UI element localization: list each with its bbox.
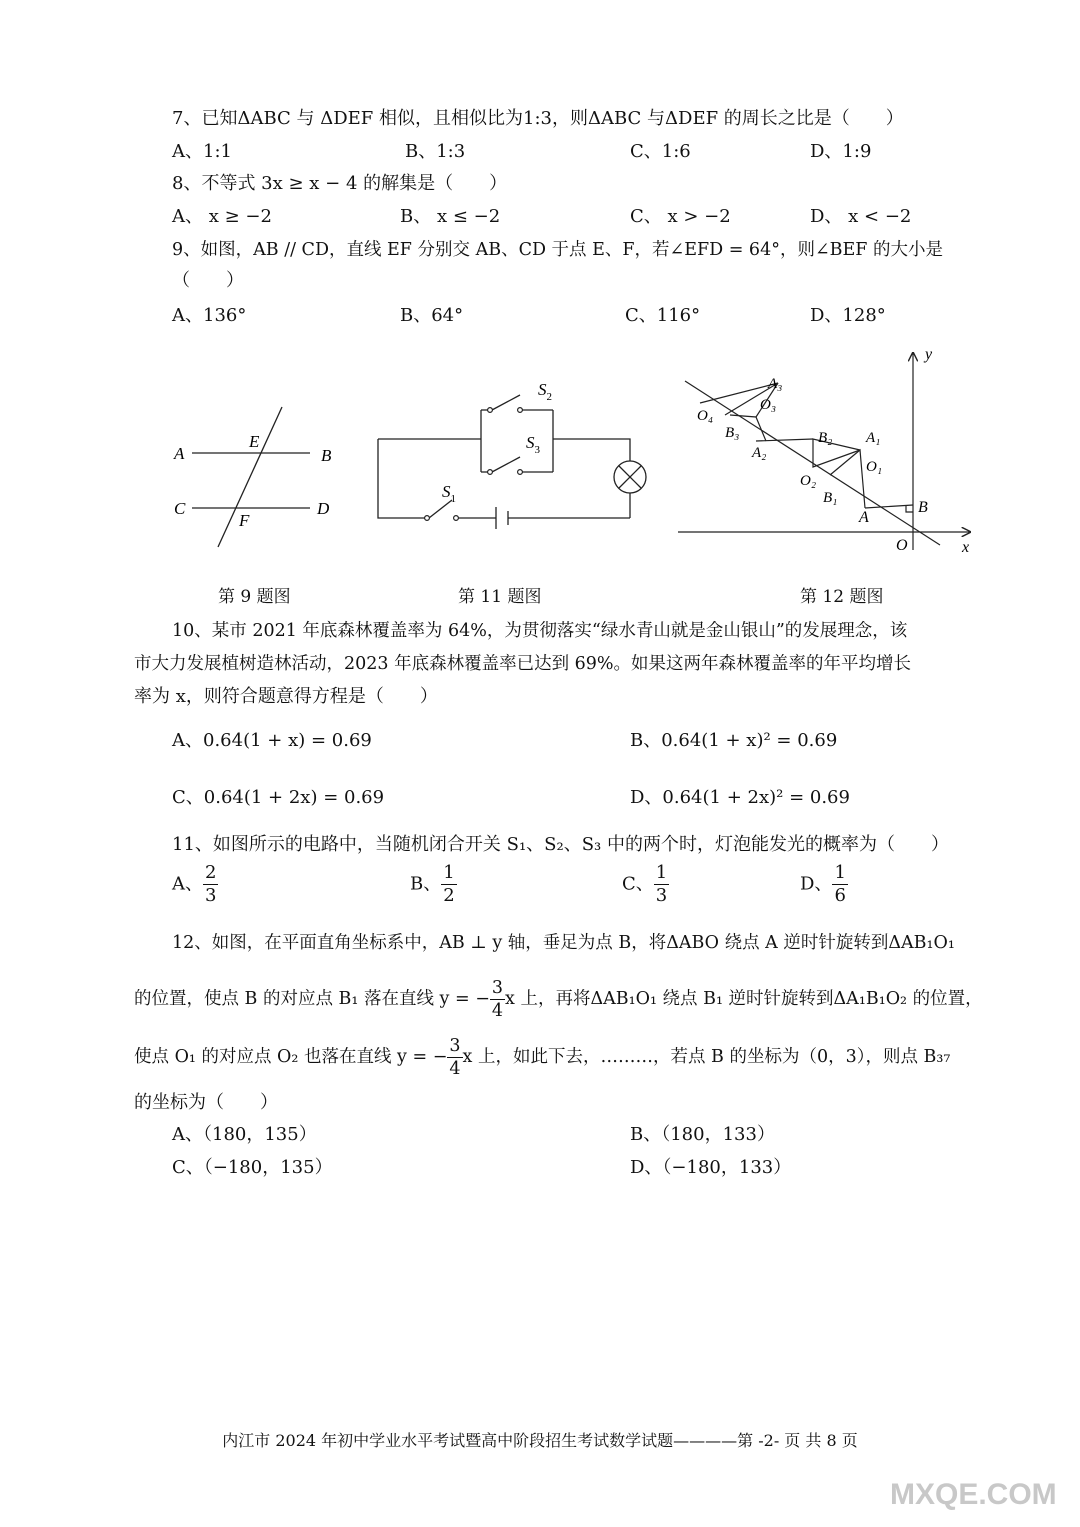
figure-12 xyxy=(670,345,980,560)
q12-option-a: A、（180，135） xyxy=(172,1124,317,1145)
fig12-caption: 第 12 题图 xyxy=(800,587,884,607)
label-s2: $S_2$ xyxy=(538,380,552,403)
switch-s3 xyxy=(492,457,520,472)
label-o1: O₁ xyxy=(866,459,883,475)
label-e: E xyxy=(249,432,260,451)
q12-line2-start: 的位置，使点 B 的对应点 B₁ 落在直线 y = − xyxy=(134,989,490,1009)
q11-option-b-label: B、 xyxy=(410,873,442,895)
q8-option-b: B、 x ≤ −2 xyxy=(400,206,501,227)
figure-9 xyxy=(160,395,360,560)
page-footer: 内江市 2024 年初中学业水平考试暨高中阶段招生考试数学试题————第 -2- 页 共 8 页 xyxy=(222,1431,858,1450)
q9-stem-line1: 9、如图，AB // CD，直线 EF 分别交 AB、CD 于点 E、F，若∠EFD = 64°，则∠BEF 的大小是 xyxy=(172,240,943,260)
q9-option-d: D、128° xyxy=(810,305,886,326)
q11-option-b-fraction: $\frac{1}{2}$ xyxy=(443,862,455,906)
q11-option-c xyxy=(622,862,669,907)
label-b: B xyxy=(918,499,928,516)
label-a1: A₁ xyxy=(866,430,881,446)
q8-option-a: A、 x ≥ −2 xyxy=(172,206,272,227)
q11-option-d xyxy=(800,862,848,907)
label-f: F xyxy=(239,511,250,530)
q12-stem-line1: 12、如图，在平面直角坐标系中，AB ⊥ y 轴，垂足为点 B，将ΔABO 绕点 A 逆时针旋转到ΔAB₁O₁ xyxy=(172,933,955,953)
q8-option-c: C、 x > −2 xyxy=(630,206,731,227)
q11-option-c-fraction: $\frac{1}{3}$ xyxy=(655,862,668,906)
label-x: x xyxy=(962,539,970,556)
label-o3: O₃ xyxy=(760,397,777,413)
label-b2: B₂ xyxy=(818,430,833,446)
q12-fraction-1: $\frac{3}{4}$ xyxy=(491,978,504,1021)
q12-option-b: B、（180，133） xyxy=(630,1124,775,1145)
q12-stem-line3 xyxy=(134,1034,950,1080)
label-s1: $S_1$ xyxy=(442,482,456,505)
q11-option-a xyxy=(172,862,218,907)
q9-option-a: A、136° xyxy=(172,305,247,326)
q12-option-d: D、（−180，133） xyxy=(630,1157,792,1178)
label-b1: B₁ xyxy=(823,490,838,506)
switch-s2 xyxy=(492,395,520,410)
label-c: C xyxy=(174,499,186,518)
q12-option-c: C、（−180，135） xyxy=(172,1157,333,1178)
q12-stem-line4: 的坐标为（ ） xyxy=(134,1092,278,1113)
q9-option-c: C、116° xyxy=(625,305,701,326)
q12-fraction-2: $\frac{3}{4}$ xyxy=(449,1036,461,1079)
q10-stem-line3: 率为 x，则符合题意得方程是（ ） xyxy=(134,686,438,707)
q11-option-b xyxy=(410,862,457,907)
label-a3: A₃ xyxy=(768,376,783,392)
label-o2: O₂ xyxy=(800,473,817,489)
q7-stem: 7、已知ΔABC 与 ΔDEF 相似，且相似比为1:3，则ΔABC 与ΔDEF 的周长之比是（ ） xyxy=(172,108,904,129)
q10-option-c: C、0.64(1 + 2x) = 0.69 xyxy=(172,787,385,808)
label-o: O xyxy=(896,537,908,554)
q12-line2-end: x 上，再将ΔAB₁O₁ 绕点 B₁ 逆时针旋转到ΔA₁B₁O₂ 的位置， xyxy=(505,989,983,1009)
q10-stem-line2: 市大力发展植树造林活动，2023 年底森林覆盖率已达到 69%。如果这两年森林覆盖率的年平均增长 xyxy=(134,654,912,674)
switch-s1 xyxy=(429,500,452,518)
q10-option-a: A、0.64(1 + x) = 0.69 xyxy=(172,730,372,751)
q12-line3-start: 使点 O₁ 的对应点 O₂ 也落在直线 y = − xyxy=(134,1047,448,1067)
q9-stem-line2: （ ） xyxy=(172,270,244,291)
q10-stem-line1: 10、某市 2021 年底森林覆盖率为 64%，为贯彻落实“绿水青山就是金山银山”的发展理念，该 xyxy=(172,621,908,641)
q12-line3-end: x 上，如此下去，………，若点 B 的坐标为（0，3），则点 B₃₇ xyxy=(462,1047,951,1067)
watermark: MXQE.COM xyxy=(890,1478,1057,1511)
label-b: B xyxy=(321,446,332,465)
q11-option-a-fraction: $\frac{2}{3}$ xyxy=(205,862,217,906)
q9-option-b: B、64° xyxy=(400,305,464,326)
q11-option-d-label: D、 xyxy=(800,873,833,895)
label-s3: $S_3$ xyxy=(526,433,540,456)
line-ef xyxy=(218,407,282,547)
label-a: A xyxy=(174,444,185,463)
label-d: D xyxy=(317,499,330,518)
q11-stem: 11、如图所示的电路中，当随机闭合开关 S₁、S₂、S₃ 中的两个时，灯泡能发光的概率为（ ） xyxy=(172,834,949,855)
q10-option-d: D、0.64(1 + 2x)² = 0.69 xyxy=(630,787,850,808)
q11-option-a-label: A、 xyxy=(172,873,203,895)
q8-stem: 8、不等式 3x ≥ x − 4 的解集是（ ） xyxy=(172,173,508,194)
label-a2: A₂ xyxy=(752,445,767,461)
q11-option-c-label: C、 xyxy=(622,873,654,895)
fig9-caption: 第 9 题图 xyxy=(218,587,291,607)
q8-option-d: D、 x < −2 xyxy=(810,206,912,227)
q12-stem-line2 xyxy=(134,976,983,1022)
q11-option-d-fraction: $\frac{1}{6}$ xyxy=(834,862,846,906)
label-a: A xyxy=(859,509,869,526)
q7-option-a: A、1:1 xyxy=(172,141,232,162)
q7-option-c: C、1:6 xyxy=(630,141,691,162)
figure-11 xyxy=(370,375,670,535)
q7-option-d: D、1:9 xyxy=(810,141,872,162)
label-y: y xyxy=(925,346,933,363)
q7-option-b: B、1:3 xyxy=(405,141,466,162)
q10-option-b: B、0.64(1 + x)² = 0.69 xyxy=(630,730,838,751)
fig11-caption: 第 11 题图 xyxy=(458,587,542,607)
label-b3: B₃ xyxy=(725,425,740,441)
label-o4: O₄ xyxy=(697,408,714,424)
